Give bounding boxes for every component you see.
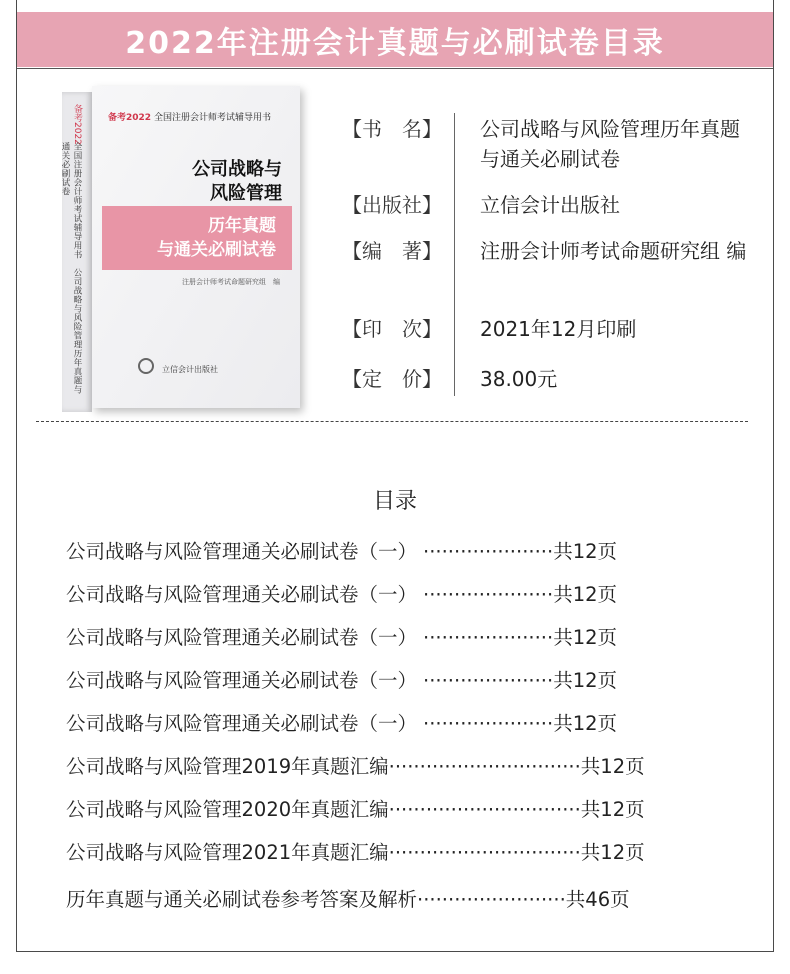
cover-author: 注册会计师考试命题研究组 编 xyxy=(182,278,280,286)
info-divider xyxy=(454,113,455,396)
info-label: 【书 名】 xyxy=(342,117,442,141)
cover-title-line1: 公司战略与 xyxy=(192,159,282,180)
toc-item-name: 公司战略与风险管理通关必刷试卷（一） xyxy=(66,669,418,692)
toc-item-pages: 共46页 xyxy=(565,888,630,911)
toc-item xyxy=(66,622,726,650)
toc-item-name: 公司战略与风险管理2019年真题汇编 xyxy=(66,755,389,778)
info-label: 【定 价】 xyxy=(342,367,442,391)
header-rule xyxy=(17,68,773,69)
toc-item-dots: ······························· xyxy=(388,755,581,778)
toc-item-name: 公司战略与风险管理通关必刷试卷（一） xyxy=(66,583,418,606)
toc-item xyxy=(66,884,726,912)
toc-item-pages: 共12页 xyxy=(553,583,618,606)
spine-year: 备考2022 xyxy=(72,104,82,145)
toc-item-dots: ······························· xyxy=(388,841,581,864)
toc-item xyxy=(66,794,726,822)
toc-item-pages: 共12页 xyxy=(580,755,645,778)
info-value: 注册会计师考试命题研究组 编 xyxy=(480,239,747,263)
toc-item-dots: ····················· xyxy=(423,626,554,649)
toc-item-name: 公司战略与风险管理通关必刷试卷（一） xyxy=(66,712,418,735)
info-value: 2021年12月印刷 xyxy=(480,317,637,341)
toc-item-name: 公司战略与风险管理通关必刷试卷（一） xyxy=(66,626,418,649)
header-banner xyxy=(17,12,773,67)
page-title: 2022年注册会计真题与必刷试卷目录 xyxy=(125,25,665,61)
toc-title: 目录 xyxy=(372,489,417,514)
cover-subtitle-band xyxy=(102,206,292,270)
info-label: 【编 著】 xyxy=(342,239,442,263)
toc-item-pages: 共12页 xyxy=(553,626,618,649)
toc-item-dots: ····················· xyxy=(423,583,554,606)
info-label: 【印 次】 xyxy=(342,317,442,341)
toc-item-pages: 共12页 xyxy=(580,841,645,864)
info-value: 立信会计出版社 xyxy=(480,193,620,217)
book-face xyxy=(92,86,300,408)
info-label: 【出版社】 xyxy=(342,193,442,217)
info-value: 公司战略与风险管理历年真题与通关必刷试卷 xyxy=(480,117,740,171)
cover-title xyxy=(192,158,282,206)
publisher-logo-icon xyxy=(138,358,154,374)
cover-band-line1: 历年真题 xyxy=(208,216,276,236)
toc-item-pages: 共12页 xyxy=(553,540,618,563)
toc-item-pages: 共12页 xyxy=(580,798,645,821)
cover-series-year: 备考2022 xyxy=(108,113,152,123)
section-divider xyxy=(36,421,748,422)
spine-text: 全国注册会计师考试辅导用书 公司战略与风险管理历年真题与通关必刷试卷 xyxy=(60,142,82,394)
toc-item-name: 公司战略与风险管理2020年真题汇编 xyxy=(66,798,389,821)
toc-item xyxy=(66,751,726,779)
toc-item-pages: 共12页 xyxy=(553,712,618,735)
toc-item-dots: ····················· xyxy=(423,669,554,692)
info-value: 38.00元 xyxy=(480,367,558,391)
toc-item-name: 公司战略与风险管理2021年真题汇编 xyxy=(66,841,389,864)
toc-item-dots: ························ xyxy=(417,888,566,911)
toc-item xyxy=(66,837,726,865)
cover-series-name: 全国注册会计师考试辅导用书 xyxy=(153,113,271,123)
toc-item-name: 公司战略与风险管理通关必刷试卷（一） xyxy=(66,540,418,563)
cover-title-line2: 风险管理 xyxy=(210,183,282,204)
toc-item-name: 历年真题与通关必刷试卷参考答案及解析 xyxy=(66,888,418,911)
toc-item xyxy=(66,579,726,607)
cover-band-line2: 与通关必刷试卷 xyxy=(157,240,276,260)
book-spine xyxy=(62,92,92,412)
cover-publisher: 立信会计出版社 xyxy=(162,365,218,374)
toc-item-pages: 共12页 xyxy=(553,669,618,692)
toc-item xyxy=(66,536,726,564)
toc-item-dots: ····················· xyxy=(423,712,554,735)
toc-item xyxy=(66,665,726,693)
book-cover xyxy=(62,86,300,412)
toc-item-dots: ····················· xyxy=(423,540,554,563)
toc-item xyxy=(66,708,726,736)
toc-item-dots: ······························· xyxy=(388,798,581,821)
cover-series xyxy=(108,110,271,123)
